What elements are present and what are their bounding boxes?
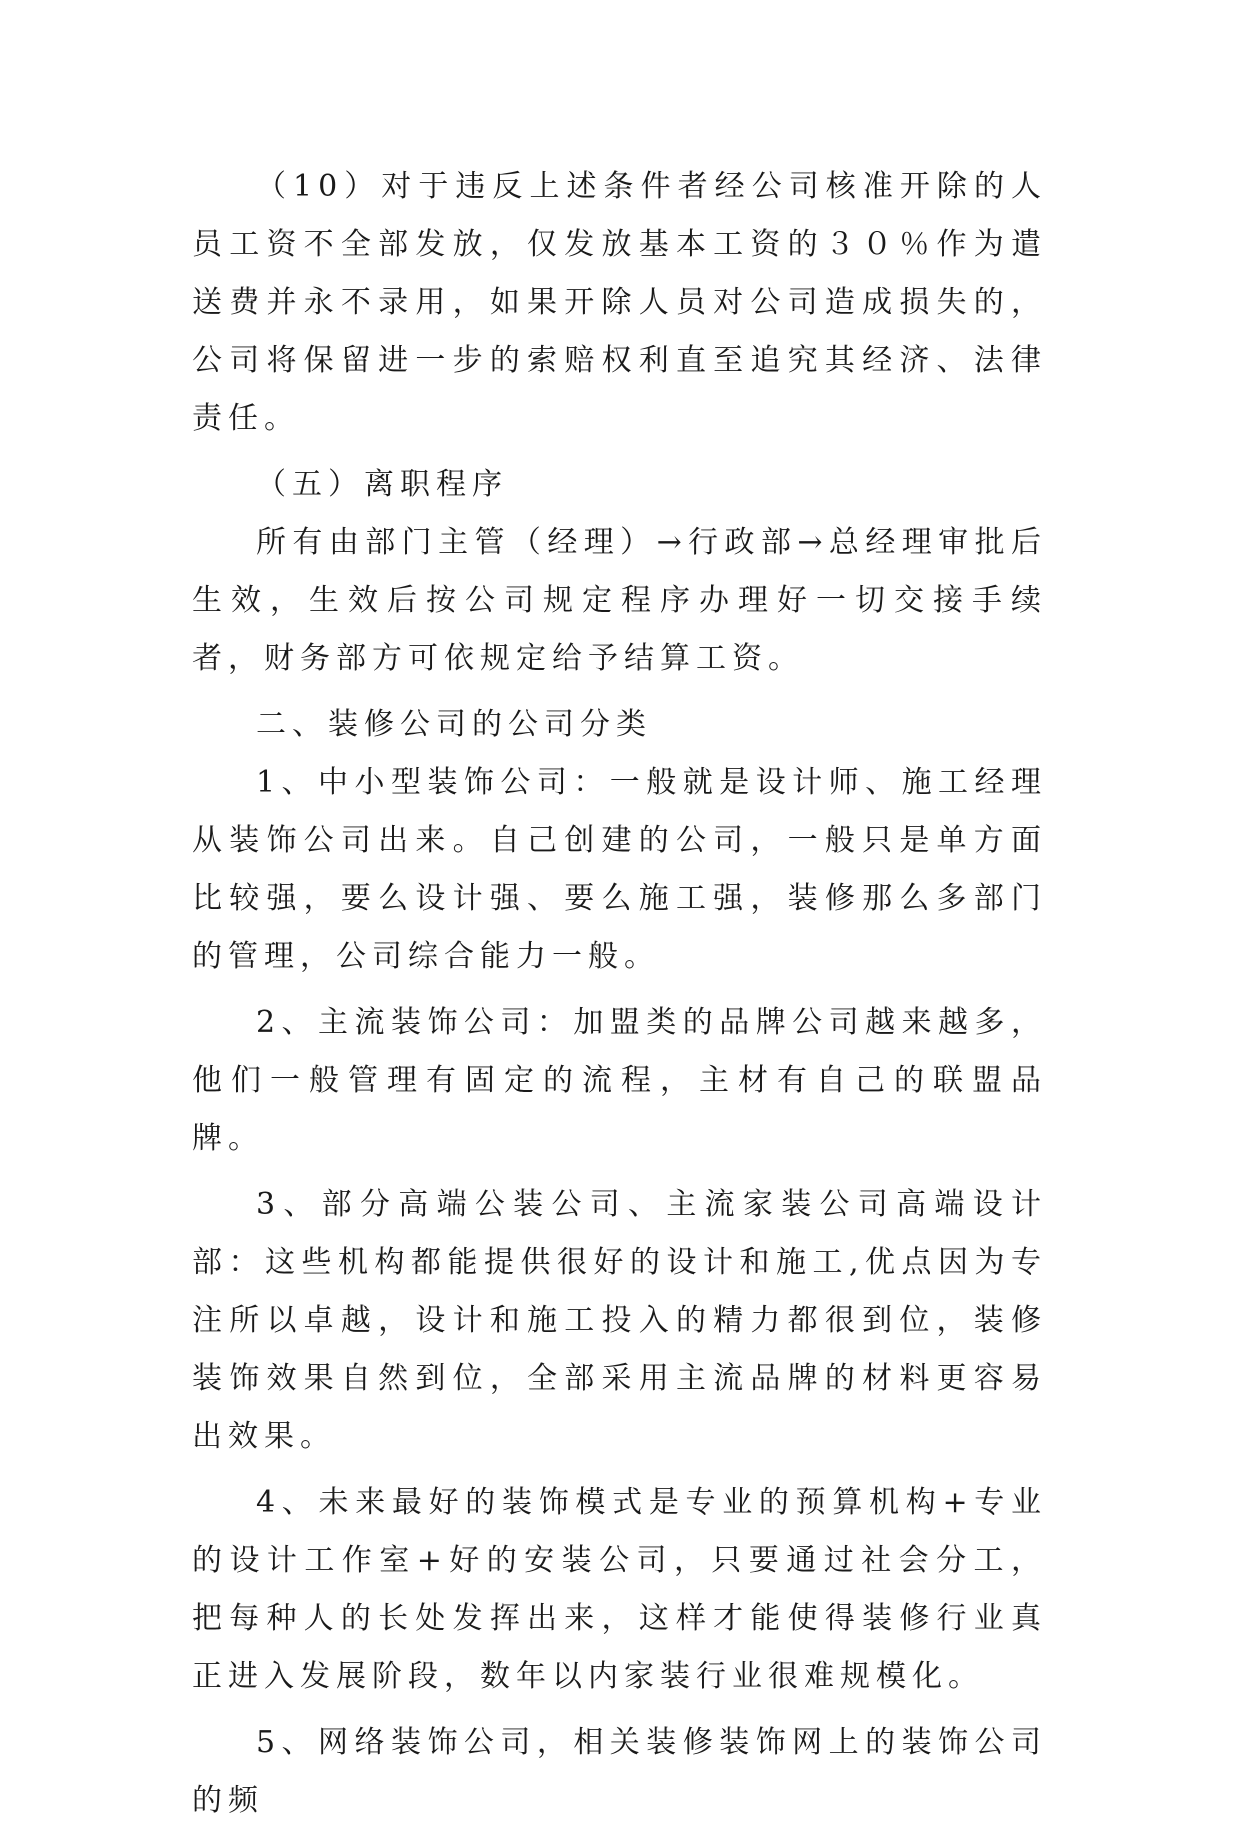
heading-resignation-procedure: （五）离职程序 xyxy=(256,467,508,502)
heading-company-categories: 二、装修公司的公司分类 xyxy=(256,707,652,742)
paragraph-category-5: 5、网络装饰公司，相关装修装饰网上的装饰公司的频 xyxy=(192,1725,1047,1818)
paragraph-category-4: 4、未来最好的装饰模式是专业的预算机构+专业的设计工作室+好的安装公司，只要通过社会分工，把每种人的长处发挥出来，这样才能使得装修行业真正进入发展阶段，数年以内家装行业很难规模化。 xyxy=(192,1485,1047,1694)
paragraph-category-3: 3、部分高端公装公司、主流家装公司高端设计部：这些机构都能提供很好的设计和施工,优点因为专注所以卓越，设计和施工投入的精力都很到位，装修装饰效果自然到位，全部采用主流品牌的材料更容易出效果。 xyxy=(192,1187,1047,1454)
paragraph-category-1: 1、中小型装饰公司：一般就是设计师、施工经理从装饰公司出来。自己创建的公司，一般只是单方面比较强，要么设计强、要么施工强，装修那么多部门的管理，公司综合能力一般。 xyxy=(192,765,1047,974)
paragraph-category-2: 2、主流装饰公司：加盟类的品牌公司越来越多，他们一般管理有固定的流程，主材有自己的联盟品牌。 xyxy=(192,1005,1047,1156)
paragraph-resignation-approval: 所有由部门主管（经理）→行政部→总经理审批后生效，生效后按公司规定程序办理好一切交接手续者，财务部方可依规定给予结算工资。 xyxy=(192,525,1047,676)
document-body xyxy=(192,158,1047,1830)
paragraph-dismissal-wages: （10）对于违反上述条件者经公司核准开除的人员工资不全部发放，仅发放基本工资的３０％作为遣送费并永不录用，如果开除人员对公司造成损失的，公司将保留进一步的索赔权利直至追究其经济、法律责任。 xyxy=(192,169,1047,436)
